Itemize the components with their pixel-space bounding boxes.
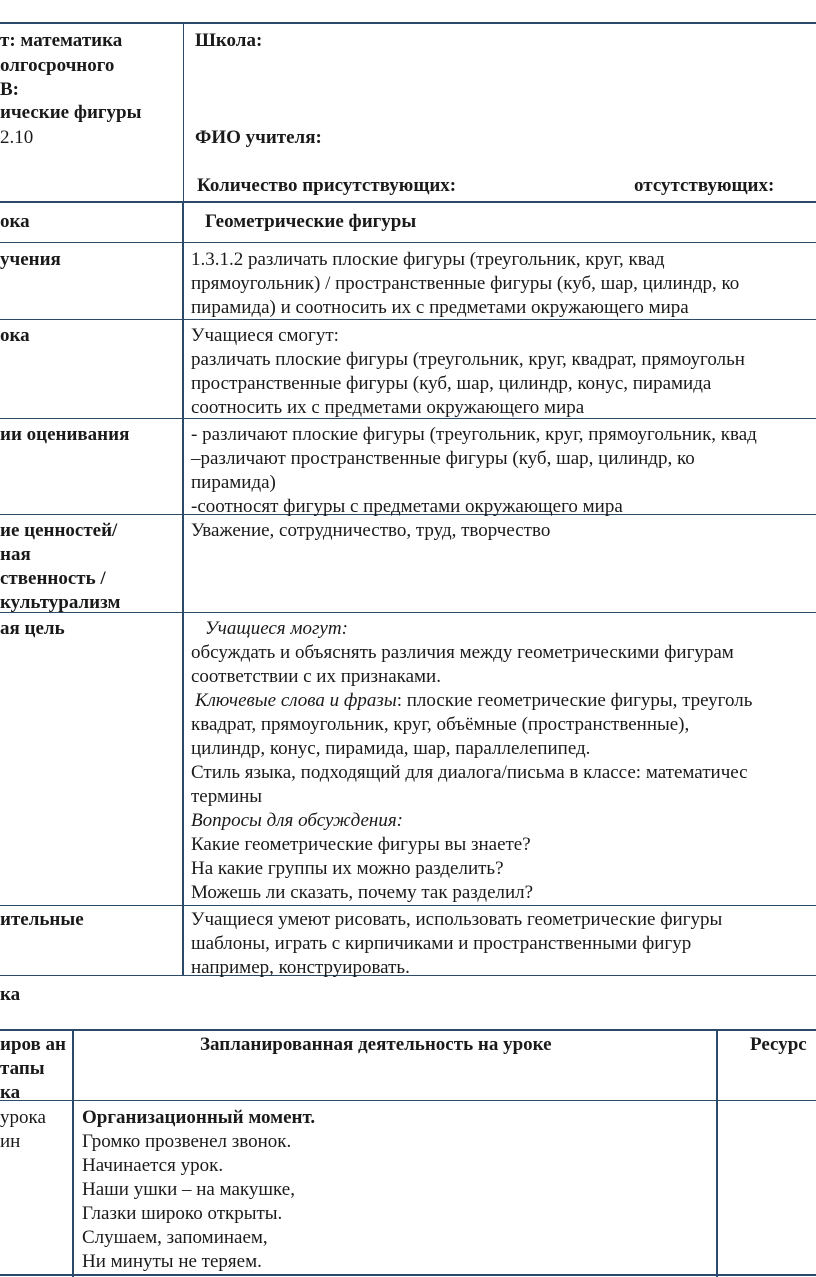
info-table-top — [0, 201, 816, 203]
row-content-topic: Геометрические фигуры — [205, 211, 417, 232]
info-row-line-6 — [0, 905, 816, 906]
plan-row1-line-6: Ни минуты не теряем. — [82, 1251, 262, 1272]
row-label-topic: ока — [0, 211, 30, 232]
header-plan-line3: В: — [0, 79, 19, 100]
lang-goal-line-9: Вопросы для обсуждения: — [191, 810, 403, 831]
plan-header-stages-3: ка — [0, 1082, 21, 1103]
lang-goal-line-4 — [195, 689, 752, 713]
plan-table-bottom — [0, 1274, 816, 1276]
row-label-prior-learning: ительные — [0, 909, 84, 930]
plan-row1-line-3: Наши ушки – на макушке, — [82, 1179, 295, 1200]
plan-table-col-1 — [72, 1029, 74, 1277]
row-content-criteria-1: - различают плоские фигуры (треугольник, круг, прямоугольник, квад — [191, 424, 757, 445]
row-content-prior-2: шаблоны, играть с кирпичиками и пространственными фигур — [191, 933, 692, 954]
header-top-border — [0, 22, 816, 24]
lang-goal-line-12: Можешь ли сказать, почему так разделил? — [191, 882, 534, 903]
lang-goal-line-6: цилиндр, конус, пирамида, шар, параллелепипед. — [191, 738, 591, 759]
header-date: 2.10 — [0, 127, 34, 148]
lang-goal-line-2: обсуждать и объяснять различия между геометрическими фигурам — [191, 642, 734, 663]
plan-row1-line-2: Начинается урок. — [82, 1155, 224, 1176]
row-label-values-4: культурализм — [0, 592, 121, 613]
row-content-objective-1: 1.3.1.2 различать плоские фигуры (треугольник, круг, квад — [191, 249, 665, 270]
header-divider — [183, 22, 184, 202]
row-content-prior-1: Учащиеся умеют рисовать, использовать геометрические фигуры — [191, 909, 723, 930]
plan-table-top — [0, 1029, 816, 1031]
row-content-objective-3: пирамида) и соотносить их с предметами окружающего мира — [191, 297, 689, 318]
plan-header-activity: Запланированная деятельность на уроке — [200, 1034, 552, 1055]
plan-row1-line-4: Глазки широко открыты. — [82, 1203, 283, 1224]
row-label-objective: учения — [0, 249, 61, 270]
plan-header-stages-2: тапы — [0, 1058, 45, 1079]
row-content-values: Уважение, сотрудничество, труд, творчество — [191, 520, 551, 541]
lang-goal-line-1: Учащиеся могут: — [205, 618, 348, 639]
present-label: Количество присутствующих: — [197, 175, 457, 196]
row-content-goals-1: Учащиеся смогут: — [191, 325, 339, 346]
header-plan-line2: олгосрочного — [0, 55, 115, 76]
row-label-criteria: ии оценивания — [0, 424, 130, 445]
teacher-label: ФИО учителя: — [195, 127, 322, 148]
row-label-lesson-goals: ока — [0, 325, 30, 346]
header-subject: т: математика — [0, 30, 123, 51]
school-label: Школа: — [195, 30, 263, 51]
plan-table-col-2 — [716, 1029, 718, 1277]
plan-row1-line-5: Слушаем, запоминаем, — [82, 1227, 268, 1248]
keywords-label: Ключевые слова и фразы — [195, 690, 397, 711]
section-heading: ка — [0, 984, 21, 1005]
absent-label: отсутствующих: — [634, 175, 775, 196]
info-row-line-5 — [0, 612, 816, 613]
keywords-text: : плоские геометрические фигуры, треуголь — [396, 690, 753, 711]
row-content-criteria-3: пирамида) — [191, 472, 276, 493]
lang-goal-line-3: соответствии с их признаками. — [191, 666, 441, 687]
row-content-goals-2: различать плоские фигуры (треугольник, круг, квадрат, прямоугольн — [191, 349, 745, 370]
lang-goal-line-11: На какие группы их можно разделить? — [191, 858, 504, 879]
row-label-values-2: ная — [0, 544, 31, 565]
row-content-goals-3: пространственные фигуры (куб, шар, цилиндр, конус, пирамида — [191, 373, 712, 394]
info-table-col-divider — [182, 201, 184, 976]
row-content-prior-3: например, конструировать. — [191, 957, 410, 978]
lang-goal-line-7: Стиль языка, подходящий для диалога/письма в классе: математичес — [191, 762, 748, 783]
plan-row1-title: Организационный момент. — [82, 1107, 316, 1128]
row-content-goals-4: соотносить их с предметами окружающего мира — [191, 397, 585, 418]
row-label-language-goal: ая цель — [0, 618, 65, 639]
plan-header-stages-1: иров ан — [0, 1034, 66, 1055]
plan-row1-line-1: Громко прозвенел звонок. — [82, 1131, 292, 1152]
row-content-objective-2: прямоугольник) / пространственные фигуры (куб, шар, цилиндр, ко — [191, 273, 740, 294]
lang-goal-line-8: термины — [191, 786, 263, 807]
info-row-line-1 — [0, 242, 816, 243]
plan-row1-stage-2: ин — [0, 1131, 21, 1152]
lang-goal-line-5: квадрат, прямоугольник, круг, объёмные (пространственные), — [191, 714, 690, 735]
row-content-criteria-2: –различают пространственные фигуры (куб, шар, цилиндр, ко — [191, 448, 695, 469]
plan-table-header-bottom — [0, 1100, 816, 1101]
row-label-values-1: ие ценностей/ — [0, 520, 118, 541]
header-topic: ические фигуры — [0, 102, 142, 123]
row-content-criteria-4: -соотносят фигуры с предметами окружающего мира — [191, 496, 623, 517]
lang-goal-line-10: Какие геометрические фигуры вы знаете? — [191, 834, 531, 855]
row-label-values-3: ственность / — [0, 568, 106, 589]
plan-header-resources: Ресурс — [750, 1034, 807, 1055]
plan-row1-stage-1: урока — [0, 1107, 46, 1128]
